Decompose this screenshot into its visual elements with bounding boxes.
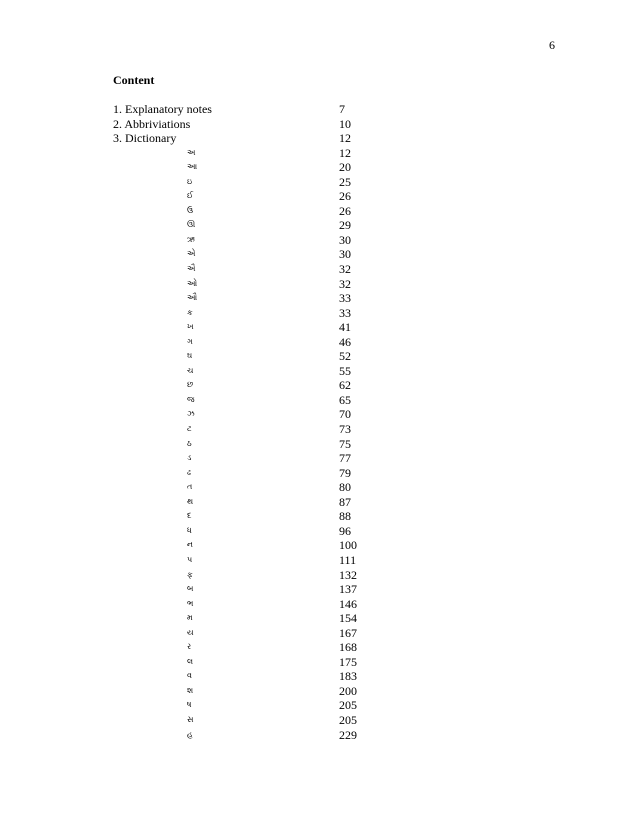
- toc-page-number: 10: [339, 116, 351, 131]
- toc-letter-row: [113, 233, 413, 248]
- toc-page-number: 111: [339, 552, 357, 567]
- toc-page-number: 12: [339, 131, 351, 146]
- toc-letter-row: [113, 524, 413, 539]
- toc-letter-row: [113, 655, 413, 670]
- toc-page-number: 88: [339, 509, 351, 524]
- toc-letter: ઇ: [187, 176, 193, 186]
- toc-letter-row: [113, 393, 413, 408]
- toc-letter-row: [113, 568, 413, 583]
- toc-letter-row: [113, 582, 413, 597]
- toc-letter-row: [113, 640, 413, 655]
- toc-page-number: 52: [339, 349, 351, 364]
- toc-letter-row: [113, 684, 413, 699]
- toc-page-number: 33: [339, 291, 351, 306]
- toc-letter: લ: [187, 656, 194, 666]
- toc-letter: અ: [187, 147, 196, 157]
- toc-page-number: 41: [339, 320, 351, 335]
- toc-entry-label: 1. Explanatory notes: [113, 102, 212, 116]
- page-number: 6: [549, 38, 555, 52]
- page-title: Content: [113, 73, 155, 87]
- toc-letter-row: [113, 407, 413, 422]
- toc-letter: ષ: [187, 700, 192, 710]
- toc-page-number: 7: [339, 102, 345, 116]
- toc-letter: ઓ: [187, 278, 198, 288]
- toc-letter: આ: [187, 162, 198, 172]
- toc-letter: ઠ: [187, 438, 192, 448]
- toc-letter: ઔ: [187, 293, 198, 303]
- toc-page-number: 205: [339, 698, 357, 713]
- toc-letter: ઋ: [187, 234, 195, 244]
- toc-page-number: 46: [339, 334, 351, 349]
- toc-page-number: 32: [339, 262, 351, 277]
- toc-letter-row: [113, 437, 413, 452]
- toc-letter-row: [113, 611, 413, 626]
- toc-page-number: 73: [339, 422, 351, 437]
- toc-letter: વ: [187, 671, 192, 681]
- toc-page-number: 12: [339, 145, 351, 160]
- toc-letter-row: [113, 364, 413, 379]
- toc-page-number: 154: [339, 611, 357, 626]
- toc-entry-label: 2. Abbriviations: [113, 116, 191, 131]
- toc-page-number: 26: [339, 189, 351, 204]
- toc-letter: શ: [187, 685, 194, 695]
- toc-letter: ચ: [187, 365, 194, 375]
- toc-page-number: 62: [339, 378, 351, 393]
- toc-page-number: 229: [339, 727, 357, 742]
- toc-letter-row: [113, 262, 413, 277]
- toc-letter-row: [113, 218, 413, 233]
- toc-letter: ર: [187, 642, 192, 652]
- toc-letter-row: [113, 597, 413, 612]
- toc-page-number: 200: [339, 683, 357, 698]
- toc-page-number: 137: [339, 582, 357, 597]
- toc-page-number: 70: [339, 407, 351, 422]
- toc-page-number: 183: [339, 669, 357, 684]
- toc-page-number: 80: [339, 480, 351, 495]
- toc-letter-row: [113, 204, 413, 219]
- toc-letter: સ: [187, 714, 194, 724]
- toc-letter-row: [113, 320, 413, 335]
- toc-page-number: 25: [339, 174, 351, 189]
- toc-page-number: 205: [339, 712, 357, 727]
- toc-page-number: 26: [339, 203, 351, 218]
- toc-letter-row: [113, 698, 413, 713]
- toc-letter-row: [113, 160, 413, 175]
- toc-letter-row: [113, 422, 413, 437]
- toc-letter-row: [113, 247, 413, 262]
- toc-entry-row: [113, 102, 413, 117]
- toc-letter-row: [113, 189, 413, 204]
- toc-page-number: 175: [339, 654, 357, 669]
- toc-letter: બ: [187, 584, 194, 594]
- toc-page-number: 167: [339, 625, 357, 640]
- toc-letter-row: [113, 146, 413, 161]
- toc-letter: પ: [187, 554, 193, 564]
- toc-entry-row: [113, 131, 413, 146]
- toc-entry-label: 3. Dictionary: [113, 131, 177, 146]
- table-of-contents: [113, 102, 413, 742]
- toc-letter-row: [113, 509, 413, 524]
- toc-page-number: 75: [339, 436, 351, 451]
- toc-page-number: 33: [339, 305, 351, 320]
- toc-page-number: 100: [339, 538, 357, 553]
- toc-entry-row: [113, 117, 413, 132]
- toc-letter-row: [113, 451, 413, 466]
- toc-letter: છ: [187, 380, 194, 390]
- toc-letter: ગ: [187, 336, 193, 346]
- toc-page-number: 77: [339, 451, 351, 466]
- toc-letter-row: [113, 728, 413, 743]
- toc-page-number: 32: [339, 276, 351, 291]
- toc-letter: ડ: [187, 453, 192, 463]
- toc-letter: ય: [187, 627, 194, 637]
- toc-page-number: 168: [339, 640, 357, 655]
- toc-page-number: 20: [339, 160, 351, 175]
- toc-letter: ખ: [187, 322, 194, 332]
- toc-letter: થ: [187, 496, 194, 506]
- toc-page-number: 55: [339, 363, 351, 378]
- toc-page-number: 65: [339, 392, 351, 407]
- toc-letter-row: [113, 349, 413, 364]
- toc-letter: એ: [187, 249, 196, 259]
- toc-page-number: 30: [339, 247, 351, 262]
- toc-letter-row: [113, 306, 413, 321]
- toc-letter: ઢ: [187, 467, 191, 477]
- toc-letter: ક: [187, 307, 193, 317]
- toc-letter: ઊ: [187, 220, 196, 230]
- toc-page-number: 96: [339, 523, 351, 538]
- toc-letter: ઐ: [187, 264, 196, 274]
- toc-letter: જ: [187, 394, 195, 404]
- toc-letter: હ: [187, 729, 193, 739]
- toc-page-number: 132: [339, 567, 357, 582]
- toc-letter: ઘ: [187, 351, 193, 361]
- toc-page-number: 146: [339, 596, 357, 611]
- toc-letter: ત: [187, 482, 193, 492]
- toc-letter-row: [113, 480, 413, 495]
- toc-letter-row: [113, 335, 413, 350]
- toc-letter: ભ: [187, 598, 194, 608]
- toc-letter-row: [113, 466, 413, 481]
- toc-page-number: 29: [339, 218, 351, 233]
- toc-letter-row: [113, 291, 413, 306]
- toc-letter: ઈ: [187, 191, 194, 201]
- toc-letter: દ: [187, 511, 192, 521]
- toc-letter-row: [113, 538, 413, 553]
- toc-letter-row: [113, 277, 413, 292]
- toc-letter-row: [113, 669, 413, 684]
- toc-letter: ઉ: [187, 205, 194, 215]
- toc-letter-row: [113, 713, 413, 728]
- toc-page-number: 87: [339, 494, 351, 509]
- toc-letter: મ: [187, 613, 193, 623]
- toc-letter: ટ: [187, 424, 192, 434]
- toc-letter: ન: [187, 540, 193, 550]
- toc-letter: ફ: [187, 569, 193, 579]
- toc-letter-row: [113, 175, 413, 190]
- toc-letter-row: [113, 378, 413, 393]
- toc-page-number: 30: [339, 232, 351, 247]
- toc-letter-row: [113, 495, 413, 510]
- toc-letter: ઝ: [187, 409, 195, 419]
- toc-letter-row: [113, 626, 413, 641]
- toc-page-number: 79: [339, 465, 351, 480]
- toc-letter-row: [113, 553, 413, 568]
- toc-letter: ધ: [187, 525, 192, 535]
